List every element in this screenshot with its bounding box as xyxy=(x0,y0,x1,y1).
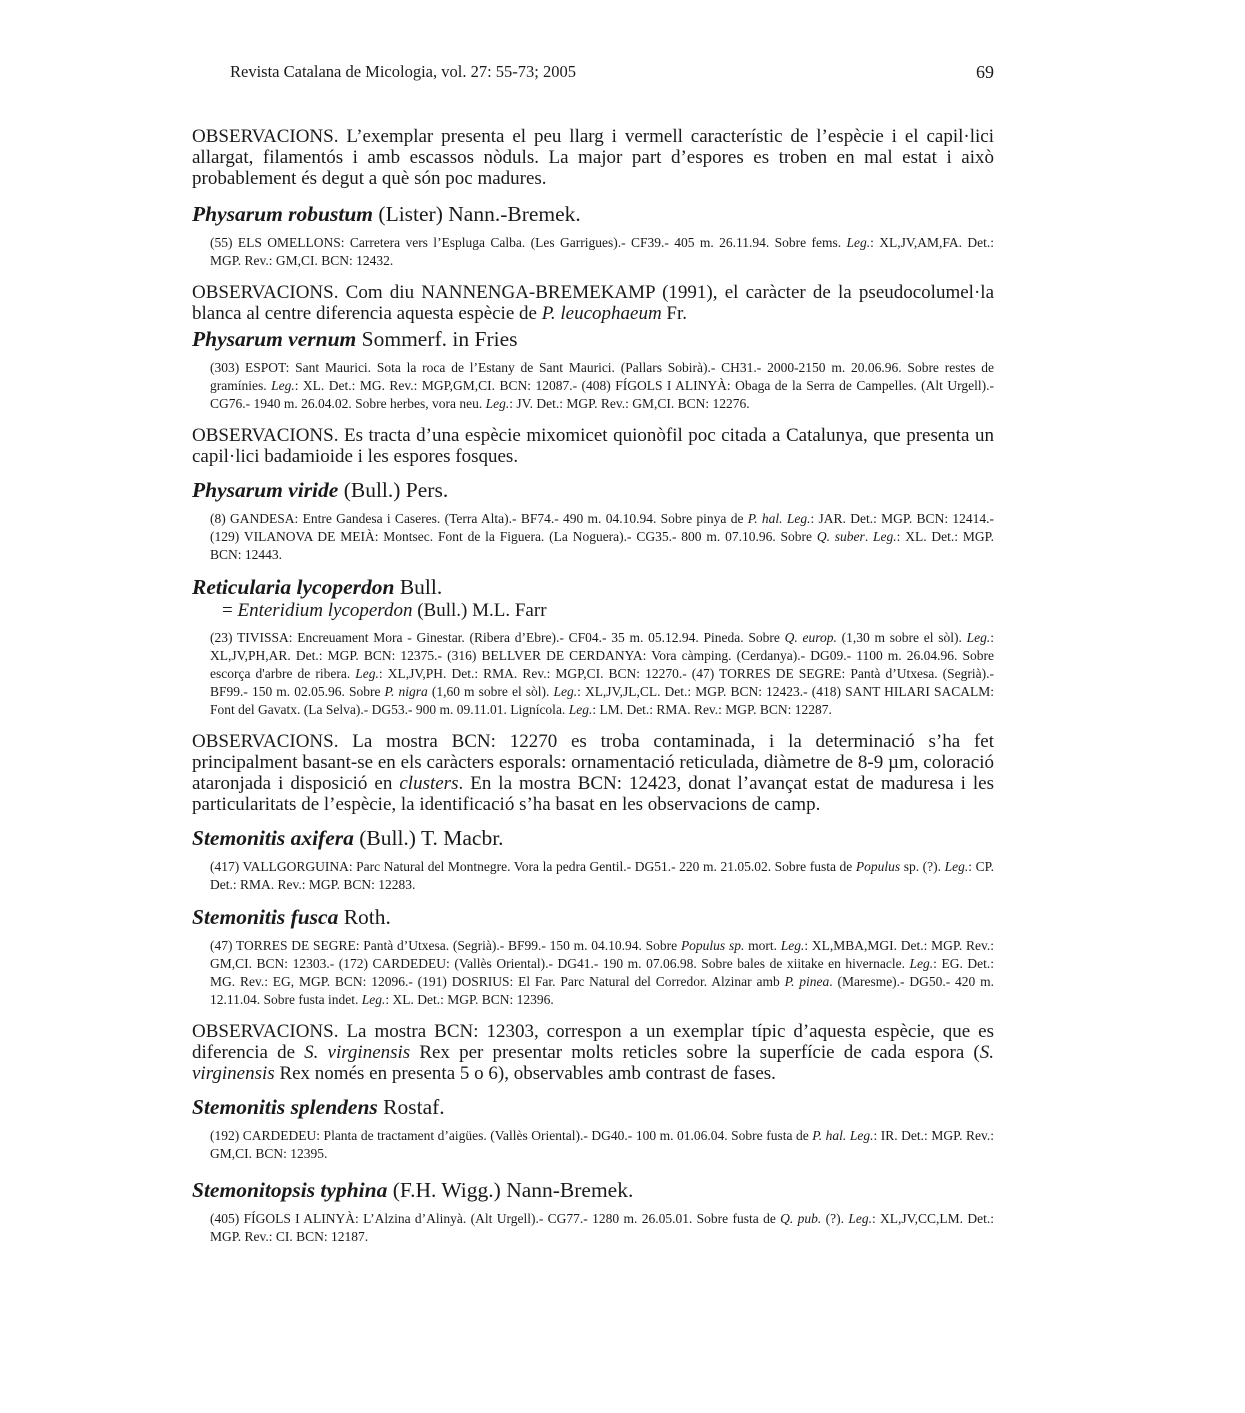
record-text: (405) FÍGOLS I ALINYÀ: L’Alzina d’Alinyà. (Alt Urgell).- CG77.- 1280 m. 26.05.01. Sobre fusta de xyxy=(210,1211,781,1226)
species-heading xyxy=(192,1096,994,1119)
species-author: Rostaf. xyxy=(377,1095,445,1119)
species-name: Physarum viride xyxy=(192,478,339,502)
record-text: : XL,JV,PH. Det.: RMA. Rev.: MGP,CI. BCN: 12270.- (47) TORRES DE SEGRE: Pantà d’Utxesa. (Segrià).- BF99.- 150 m. 02.05.96. Sobre xyxy=(210,666,994,699)
leg-label: Leg. xyxy=(849,1128,874,1143)
obs-text: Rex només en presenta 5 o 6), observables amb contrast de fases. xyxy=(274,1063,776,1084)
record-text: (192) CARDEDEU: Planta de tractament d’aigües. (Vallès Oriental).- DG40.- 100 m. 01.06.04. Sobre fusta de xyxy=(210,1128,813,1143)
synonym-text: (Bull.) M.L. Farr xyxy=(412,600,547,621)
record-text: : CP. Det.: RMA. Rev.: MGP. BCN: 12283. xyxy=(210,859,994,892)
species-author: Sommerf. in Fries xyxy=(356,327,518,351)
obs-italic: S. virginensis xyxy=(304,1042,411,1063)
record-italic: P. pinea xyxy=(784,974,830,989)
leg-label: Leg. xyxy=(848,1211,872,1226)
observations-paragraph xyxy=(192,282,994,324)
record-text: : XL. Det.: MGP. BCN: 12443. xyxy=(210,529,994,562)
record-text: : XL,JV,PH,AR. Det.: MGP. BCN: 12375.- (316) BELLVER DE CERDANYA: Vora càmping. (Cerdanya).- DG09.- 1100 m. 26.04.96. Sobre escorça d'arbre de ribera. xyxy=(210,630,994,681)
obs-italic: P. leucophaeum xyxy=(541,303,662,324)
record-text: mort. xyxy=(744,938,781,953)
leg-label: Leg. xyxy=(873,529,897,544)
specimen-record xyxy=(210,629,994,719)
species-name: Physarum vernum xyxy=(192,327,357,351)
species-heading xyxy=(192,1179,994,1202)
specimen-record xyxy=(210,510,994,564)
species-author: (Lister) Nann.-Bremek. xyxy=(373,202,581,226)
leg-label: Leg. xyxy=(786,511,811,526)
leg-label: Leg. xyxy=(355,666,379,681)
record-text: : EG. Det.: MG. Rev.: EG, MGP. BCN: 12096.- (191) DOSRIUS: El Far. Parc Natural del Corredor. Alzinar amb xyxy=(210,956,994,989)
specimen-record xyxy=(210,359,994,413)
species-name: Physarum robustum xyxy=(192,202,374,226)
specimen-record xyxy=(210,1210,994,1246)
obs-text: OBSERVACIONS. La mostra BCN: 12303, correspon a un exemplar típic d’aquesta espècie, que es diferencia de xyxy=(192,1021,994,1063)
record-italic: Populus sp. xyxy=(680,938,745,953)
journal-citation: Revista Catalana de Micologia, vol. 27: 55-73; 2005 xyxy=(230,62,576,81)
record-text: : XL,JV,JL,CL. Det.: MGP. BCN: 12423.- (418) SANT HILARI SACALM: Font del Gavatx. (La Selva).- DG53.- 900 m. 09.11.01. Lignícola. xyxy=(210,684,994,717)
record-text: sp. (?). xyxy=(900,859,945,874)
obs-text: OBSERVACIONS. La mostra BCN: 12270 es troba contaminada, i la determinació s’ha fet principalment basant-se en els caràcters esporals: ornamentació reticulada, diàmetre de 8-9 µm, coloració ataronjada i disposició en xyxy=(192,731,994,794)
leg-label: Leg. xyxy=(485,396,510,411)
record-italic: Populus xyxy=(855,859,901,874)
record-italic: P. nigra xyxy=(384,684,428,699)
species-name: Stemonitis splendens xyxy=(192,1095,378,1119)
species-heading xyxy=(192,906,994,929)
species-heading xyxy=(192,479,994,502)
record-text: (8) GANDESA: Entre Gandesa i Caseres. (Terra Alta).- BF74.- 490 m. 04.10.94. Sobre pinya de xyxy=(210,511,748,526)
obs-italic: clusters xyxy=(399,773,459,794)
leg-label: Leg. xyxy=(361,992,386,1007)
species-heading xyxy=(192,203,994,226)
species-author: Roth. xyxy=(338,905,391,929)
record-text: : XL. Det.: MG. Rev.: MGP,GM,CI. BCN: 12087.- (408) FÍGOLS I ALINYÀ: Obaga de la Serra de Campelles. (Alt Urgell).- CG76.- 1940 m. 26.04.02. Sobre herbes, vora neu. xyxy=(210,378,994,411)
observations-paragraph: OBSERVACIONS. L’exemplar presenta el peu llarg i vermell característic de l’espècie i el capil·lici allargat, filamentós i amb escassos nòduls. La major part d’espores es troben en mal estat i això probablement és degut a què són poc madures. xyxy=(192,126,994,189)
record-text: : XL,JV,CC,LM. Det.: MGP. Rev.: CI. BCN: 12187. xyxy=(210,1211,995,1244)
species-name: Stemonitis axifera xyxy=(192,826,354,850)
page-number: 69 xyxy=(976,62,994,82)
record-italic: P. hal. xyxy=(812,1128,847,1143)
species-author: Bull. xyxy=(394,575,443,599)
obs-text: . En la mostra BCN: 12423, donat l’avançat estat de maduresa i les particularitats de l’espècie, la identificació s’ha basat en les observacions de camp. xyxy=(192,773,995,815)
obs-text: Fr. xyxy=(661,303,688,324)
leg-label: Leg. xyxy=(846,235,871,250)
specimen-record xyxy=(210,1127,994,1163)
species-heading xyxy=(192,576,994,599)
record-text: (1,60 m sobre el sòl). xyxy=(427,684,554,699)
specimen-record xyxy=(210,858,994,894)
record-text: (47) TORRES DE SEGRE: Pantà d’Utxesa. (Segrià).- BF99.- 150 m. 04.10.94. Sobre xyxy=(210,938,681,953)
record-text: : JV. Det.: MGP. Rev.: GM,CI. BCN: 12276. xyxy=(509,396,750,411)
record-italic: Q. europ. xyxy=(784,630,837,645)
record-text: (23) TIVISSA: Encreuament Mora - Ginestar. (Ribera d’Ebre).- CF04.- 35 m. 05.12.94. Pineda. Sobre xyxy=(210,630,785,645)
species-author: (F.H. Wigg.) Nann-Bremek. xyxy=(387,1178,634,1202)
record-text: : XL,MBA,MGI. Det.: MGP. Rev.: GM,CI. BCN: 12303.- (172) CARDEDEU: (Vallès Oriental).- DG41.- 190 m. 07.06.98. Sobre bales de xiitake en hivernacle. xyxy=(210,938,994,971)
obs-text: OBSERVACIONS. Com diu NANNENGA-BREMEKAMP (1991), el caràcter de la pseudocolumel·la blanca al centre diferencia aquesta espècie de xyxy=(192,282,994,324)
synonym-italic: Enteridium lycoperdon xyxy=(237,600,413,621)
record-text: (?). xyxy=(821,1211,849,1226)
record-text: (55) ELS OMELLONS: Carretera vers l’Espluga Calba. (Les Garrigues).- CF39.- 405 m. 26.11.94. Sobre fems. xyxy=(210,235,842,250)
record-italic: Q. pub. xyxy=(780,1211,822,1226)
record-text: . (Maresme).- DG50.- 420 m. 12.11.04. Sobre fusta indet. xyxy=(210,974,995,1007)
species-author: (Bull.) Pers. xyxy=(338,478,449,502)
record-italic: Q. suber xyxy=(816,529,865,544)
record-text: (417) VALLGORGUINA: Parc Natural del Montnegre. Vora la pedra Gentil.- DG51.- 220 m. 21.05.02. Sobre fusta de xyxy=(210,859,856,874)
observations-paragraph xyxy=(192,1021,994,1084)
article-body xyxy=(192,126,994,1246)
leg-label: Leg. xyxy=(966,630,991,645)
leg-label: Leg. xyxy=(780,938,805,953)
record-text: : XL. Det.: MGP. BCN: 12396. xyxy=(385,992,554,1007)
record-text: (303) ESPOT: Sant Maurici. Sota la roca de l’Estany de Sant Maurici. (Pallars Sobirà).- CH31.- 2000-2150 m. 20.06.96. Sobre restes de gramínies. xyxy=(210,360,994,393)
record-text: . xyxy=(864,529,874,544)
record-text: : XL,JV,AM,FA. Det.: MGP. Rev.: GM,CI. BCN: 12432. xyxy=(210,235,995,268)
obs-italic: S. virginensis xyxy=(192,1042,994,1084)
observations-paragraph xyxy=(192,731,994,815)
obs-text: Rex per presentar molts reticles sobre la superfície de cada espora ( xyxy=(410,1042,980,1063)
record-text: : JAR. Det.: MGP. BCN: 12414.- (129) VILANOVA DE MEIÀ: Montsec. Font de la Figuera. (La Noguera).- CG35.- 800 m. 07.10.96. Sobre xyxy=(210,511,994,544)
leg-label: Leg. xyxy=(944,859,969,874)
leg-label: Leg. xyxy=(553,684,578,699)
species-author: (Bull.) T. Macbr. xyxy=(353,826,504,850)
synonym-line xyxy=(222,600,994,621)
record-text: : IR. Det.: MGP. Rev.: GM,CI. BCN: 12395. xyxy=(210,1128,994,1161)
species-name: Reticularia lycoperdon xyxy=(192,575,395,599)
record-text: (1,30 m sobre el sòl). xyxy=(836,630,967,645)
specimen-record xyxy=(210,937,994,1009)
species-heading xyxy=(192,827,994,850)
specimen-record xyxy=(210,234,994,270)
species-name: Stemonitopsis typhina xyxy=(192,1178,388,1202)
observations-paragraph: OBSERVACIONS. Es tracta d’una espècie mixomicet quionòfil poc citada a Catalunya, que presenta un capil·lici badamioide i les espores fosques. xyxy=(192,425,994,467)
record-italic: P. hal. xyxy=(747,511,783,526)
leg-label: Leg. xyxy=(909,956,934,971)
synonym-text: = xyxy=(222,600,238,621)
leg-label: Leg. xyxy=(271,378,295,393)
leg-label: Leg. xyxy=(568,702,593,717)
species-heading xyxy=(192,328,994,351)
record-text: : LM. Det.: RMA. Rev.: MGP. BCN: 12287. xyxy=(592,702,832,717)
species-name: Stemonitis fusca xyxy=(192,905,339,929)
